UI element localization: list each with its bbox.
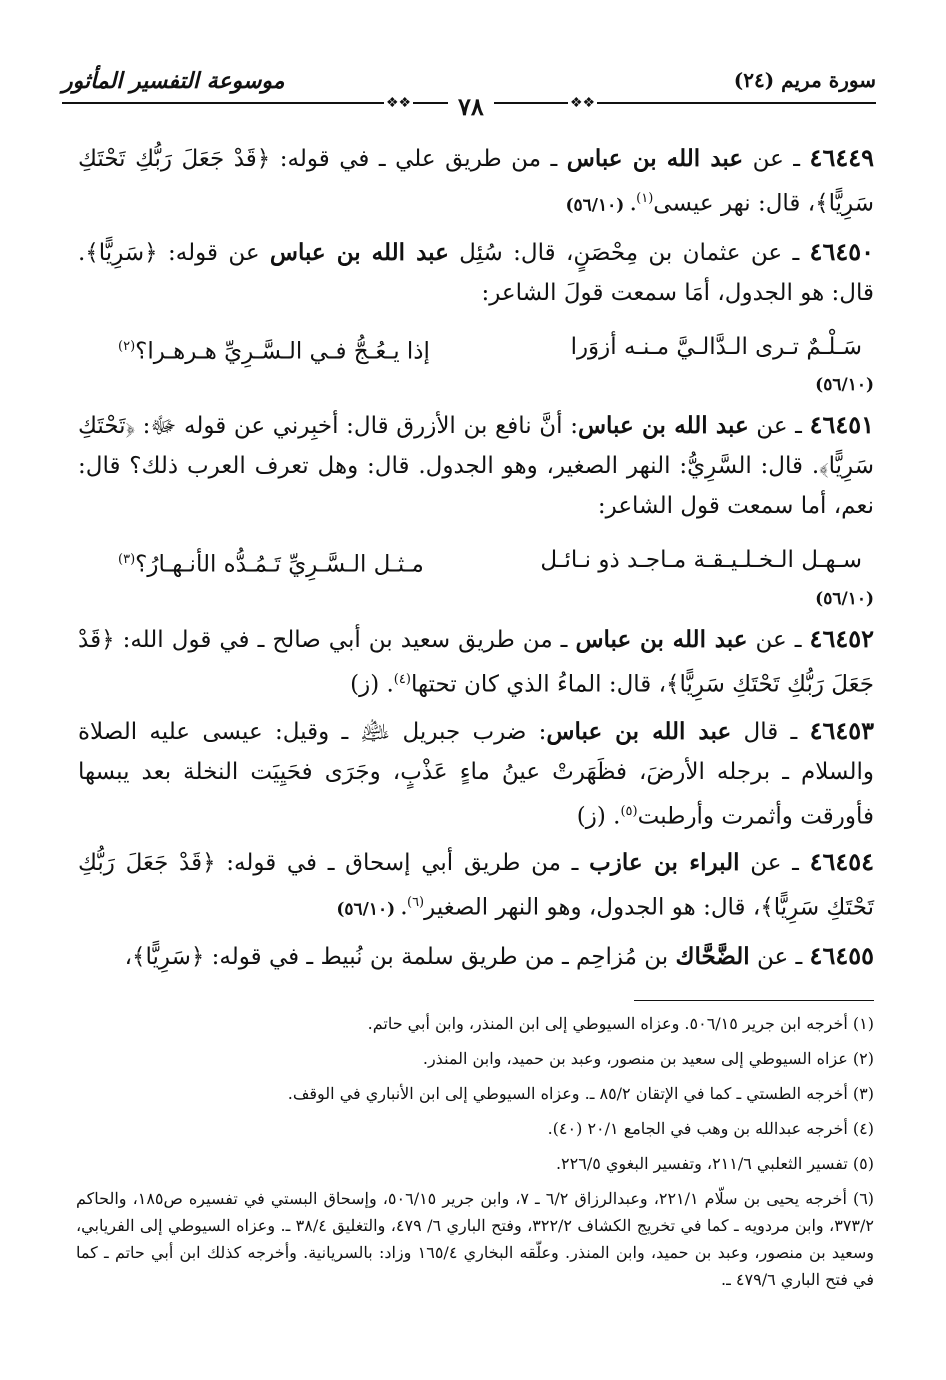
poem-1-ref: (٥٦/١٠) — [815, 375, 874, 396]
page-number: ٧٨ — [448, 92, 494, 121]
footnote-rule — [634, 1000, 874, 1001]
poem-verse-2: سـهـل الـخـلـيـقـة مـاجـد ذو نـائـل مـثـل الـسَّـرِيِّ تَـمُـدُّه الأنـهـارُ؟$^{(٣)}$ — [118, 547, 862, 578]
footnote-1: (١) أخرجه ابن جرير ٥٠٦/١٥. وعزاه السيوطي إلى ابن المنذر، وابن أبي حاتم. — [367, 1014, 874, 1033]
entry-46449: ٤٦٤٤٩ ـ عن عبد الله بن عباس ـ من طريق علي ـ في قوله: ﴿قَدْ جَعَلَ رَبُّكِ تَحْتَكِ سَرِيًّا﴾، قال: نهر عيسى$^{(١)}$. (٥٦/١٠) — [78, 143, 874, 217]
footnote-5: (٥) تفسير الثعلبي ٢١١/٦، وتفسير البغوي ٢٢٦/٥. — [555, 1154, 874, 1173]
footnote-3: (٣) أخرجه الطستي ـ كما في الإتقان ٨٥/٢ ـ. وعزاه السيوطي إلى ابن الأنباري في الوقف. — [287, 1084, 874, 1103]
surah-title: سورة مريم (٢٤) — [733, 68, 876, 92]
footnote-2: (٢) عزاه السيوطي إلى سعيد بن منصور، وعبد بن حميد، وابن المنذر. — [422, 1049, 874, 1068]
poem-verse-1: سَـلْـمٌ تـرى الـدَّالـيَّ مـنـه أزوَرا إذا يـعُـجُّ فـي الـسَّـرِيِّ هـرهـرا؟$^{(٢)}$ — [118, 333, 862, 365]
entry-46455: ٤٦٤٥٥ ـ عن الضَّحَّاك بن مُزاحِم ـ من طريق سلمة بن نُبيط ـ في قوله: ﴿سَرِيًّا﴾، — [124, 940, 874, 970]
entry-46452: ٤٦٤٥٢ ـ عن عبد الله بن عباس ـ من طريق سعيد بن أبي صالح ـ في قول الله: ﴿قَدْ جَعَلَ رَبُّكِ تَحْتَكِ سَرِيًّا﴾، قال: الماءُ الذي كان تحتها$^{(٤)}$. (ز) — [78, 623, 874, 698]
footnote-6: (٦) أخرجه يحيى بن سلّام ٢٢١/١، وعبدالرزاق ٦/٢ ـ ٧، وابن جرير ٥٠٦/١٥، وإسحاق البستي في تفسيره ص١٨٥، والحاكم ٣٧٣/٢، وابن مردويه ـ كما في تخريج الكشاف ٣٢٢/٢، وفتح الباري ٦/ ٤٧٩، والتغليق ٣٨/٤ ـ. وعزاه السيوطي إلى الفريابي، وسعيد بن منصور، وعبد بن حميد، وابن المنذر. وعلّقه البخاري ١٦٥/٤ وزاد: بالسريانية. وأخرجه كذلك ابن أبي حاتم ـ كما في فتح الباري ٤٧٩/٦ ـ. — [76, 1189, 875, 1289]
entry-46450: ٤٦٤٥٠ ـ عن عثمان بن مِحْصَنٍ، قال: سُئِل عبد الله بن عباس عن قوله: ﴿سَرِيًّا﴾. قال: هو الجدول، أمَا سمعت قولَ الشاعر: — [78, 236, 874, 306]
ornament-right-icon: ❖❖ — [570, 95, 596, 111]
main-text — [78, 138, 874, 983]
ornament-left-icon: ❖❖ — [386, 95, 412, 111]
entry-46451: ٤٦٤٥١ ـ عن عبد الله بن عباس: أنَّ نافع بن الأزرق قال: أخبِرني عن قوله ﷻ: ﴿تَحْتَكِ سَرِيًّا﴾. قال: السَّرِيُّ: النهر الصغير، وهو الجدول. قال: وهل تعرف العرب ذلك؟ قال: نعم، أما سمعت قول الشاعر: — [78, 410, 875, 520]
entry-46453: ٤٦٤٥٣ ـ قال عبد الله بن عباس: ضرب جبريل ﵇ ـ وقيل: عيسى عليه الصلاة والسلام ـ برجله الأرضَ، فظَهَرتْ عينُ ماءٍ عَذْبٍ، وجَرَى فحَيِيَت النخلة بعد يبسها فأورقت وأثمرت وأرطبت$^{(٥)}$. (ز) — [78, 715, 875, 830]
footnotes — [76, 1010, 874, 1301]
footnote-4: (٤) أخرجه عبدالله بن وهب في الجامع ٢٠/١ (٤٠). — [547, 1119, 874, 1138]
series-title: موسوعة التفسير المأثور — [62, 68, 285, 94]
poem-2-ref: (٥٦/١٠) — [815, 588, 874, 609]
entry-46454: ٤٦٤٥٤ ـ عن البراء بن عازب ـ من طريق أبي إسحاق ـ في قوله: ﴿قَدْ جَعَلَ رَبُّكِ تَحْتَكِ سَرِيًّا﴾، قال: هو الجدول، وهو النهر الصغير$^{(٦)}$. (٥٦/١٠) — [78, 847, 875, 921]
